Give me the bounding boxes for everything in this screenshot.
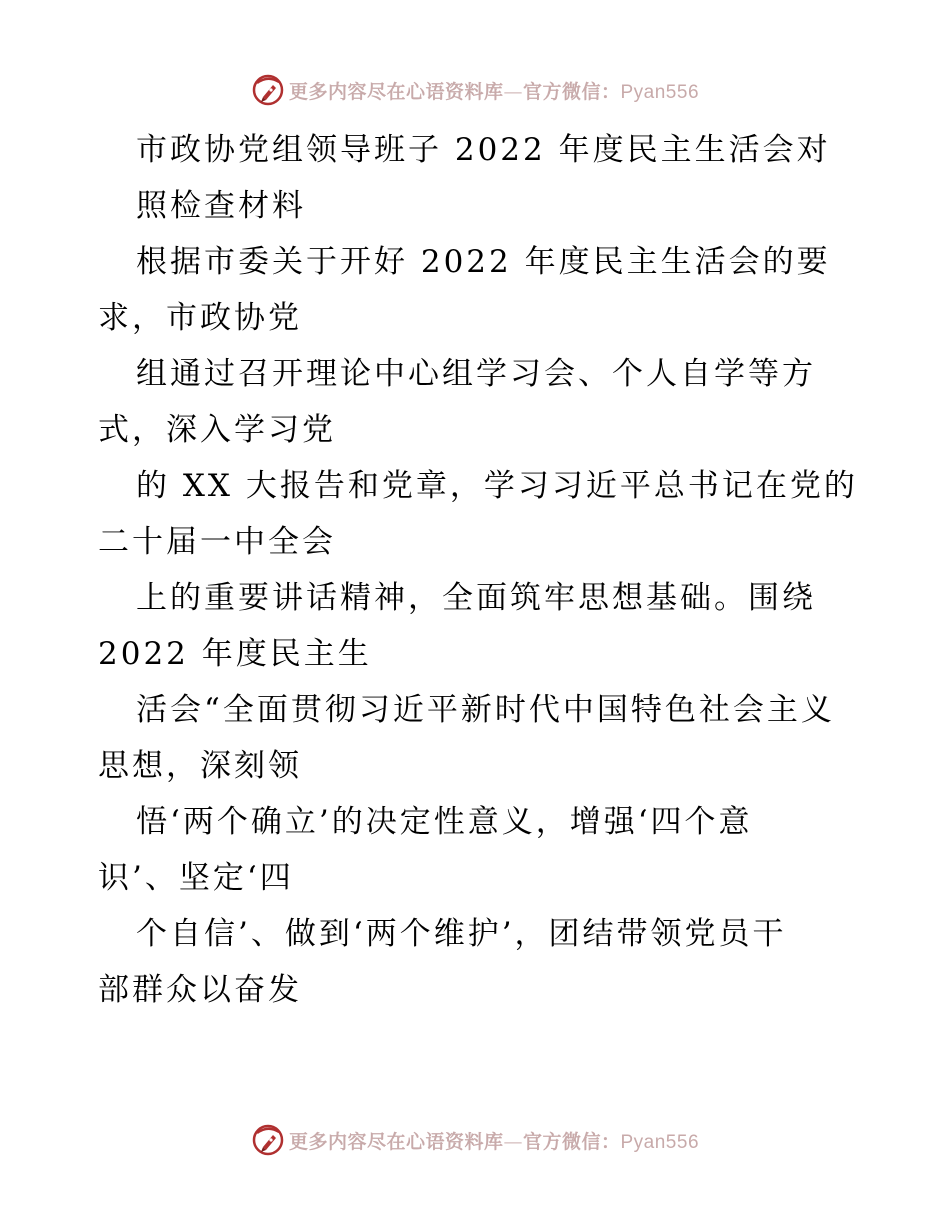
document-line: 二十届一中全会 (98, 524, 336, 560)
document-line: 市政协党组领导班子 2022 年度民主生活会对 (136, 132, 831, 168)
header-banner-separator: — (503, 80, 523, 103)
document-line: 2022 年度民主生 (98, 636, 372, 672)
document-line: 上的重要讲话精神，全面筑牢思想基础。围绕 (136, 580, 816, 616)
document-line: 思想，深刻领 (98, 748, 302, 784)
pen-nib-logo-icon (251, 73, 285, 107)
document-line: 部群众以奋发 (98, 972, 302, 1008)
pen-nib-logo-icon (251, 1123, 285, 1157)
document-line: 的 XX 大报告和党章，学习习近平总书记在党的 (136, 468, 858, 504)
header-banner-text (289, 77, 699, 104)
document-line: 式，深入学习党 (98, 412, 336, 448)
document-line: 悟‘两个确立’的决定性意义，增强‘四个意 (136, 804, 753, 840)
header-wechat-id: Pyan556 (620, 81, 700, 103)
document-line: 组通过召开理论中心组学习会、个人自学等方 (136, 356, 816, 392)
footer-wechat-id: Pyan556 (620, 1131, 700, 1153)
footer-banner-text (289, 1127, 699, 1154)
footer-wechat-label: 官方微信： (522, 1130, 621, 1153)
document-line: 活会“全面贯彻习近平新时代中国特色社会主义 (136, 692, 835, 728)
footer-banner (0, 1120, 950, 1160)
document-line: 求，市政协党 (98, 300, 302, 336)
footer-banner-slogan: 更多内容尽在心语资料库 (288, 1130, 504, 1153)
document-line: 个自信’、做到‘两个维护’，团结带领党员干 (136, 916, 787, 952)
document-line: 照检查材料 (136, 188, 306, 224)
header-banner-content (251, 73, 699, 107)
document-body (98, 122, 868, 1018)
header-wechat-label: 官方微信： (522, 80, 621, 103)
footer-banner-separator: — (503, 1130, 523, 1153)
document-line: 识’、坚定‘四 (98, 860, 294, 896)
document-line: 根据市委关于开好 2022 年度民主生活会的要 (136, 244, 831, 280)
footer-banner-content (251, 1123, 699, 1157)
header-banner (0, 70, 950, 110)
header-banner-slogan: 更多内容尽在心语资料库 (288, 80, 504, 103)
